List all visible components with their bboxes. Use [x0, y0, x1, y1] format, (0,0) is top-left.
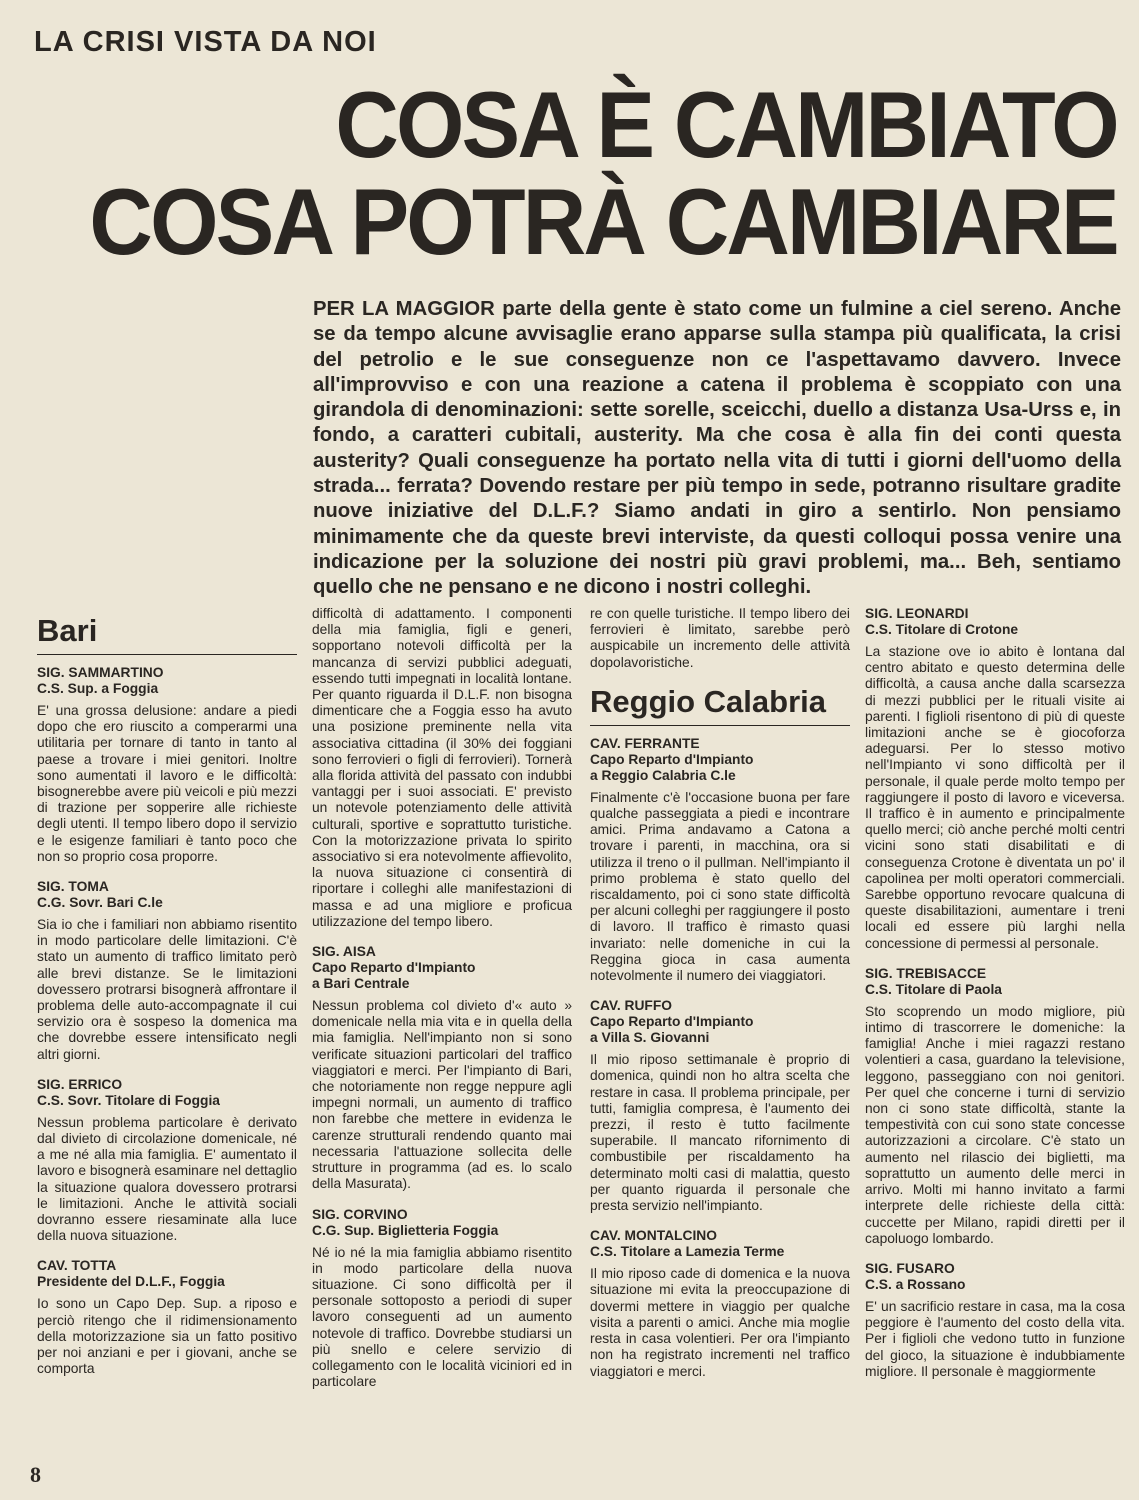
intro-text: parte della gente è stato come un fulmine a ciel sereno. Anche se da tempo alcune avvisaglie erano apparse sulla stampa più qualificata, la crisi del petrolio e le sue conseguenze non ce l'aspettavamo davvero. Invece all'improvviso e con una reazione a catena il problema è scoppiato con una girandola di denominazioni: sette sorelle, sceicchi, duello a distanza Usa-Urss e, in fondo, a caratteri cubitali, austerity. Ma che cosa è alla fin dei conti questa austerity? Quali conseguenze ha portato nella vita di tutti i giorni dell'uomo della strada... ferrata? Dovendo restare per più tempo in sede, potranno risultare gradite nuove iniziative del D.L.F.? Siamo andati in giro a sentirlo. Non pensiamo minimamente che da queste brevi interviste, da questi colloqui possa venire una indicazione per la soluzione dei nostri più gravi problemi, ma... Beh, sentiamo quello che ne pensano e ne dicono i nostri colleghi. [313, 298, 1121, 599]
interviewee-name: SIG. CORVINO [312, 1206, 408, 1222]
column-2 [312, 606, 572, 1404]
headline-line-2: COSA POTRÀ CAMBIARE [89, 169, 1117, 274]
interviewee-name: CAV. RUFFO [590, 998, 673, 1014]
interview-text: Io sono un Capo Dep. Sup. a riposo e perciò ritengo che il ridimensionamento della motorizzazione sia un fatto positivo per noi anziani e per i giovani, anche se comporta [37, 1296, 297, 1377]
interviewee-role-line-2: a Reggio Calabria C.le [590, 767, 736, 783]
interview-text: Né io né la mia famiglia abbiamo risentito in modo particolare della nuova situazione. Ci sono difficoltà per il personale sottoposto a periodi di super lavoro conseguenti ad un aumento notevole di traffico. Dovrebbe studiarsi un più snello e celere servizio di collegamento con le località viciniori ed in particolare [312, 1244, 572, 1390]
headline-line-1: COSA È CAMBIATO [335, 72, 1117, 177]
interviewee-name: SIG. TREBISACCE [865, 965, 987, 981]
intro-lead: PER LA MAGGIOR [313, 298, 495, 320]
interview-text: Sia io che i familiari non abbiamo risentito in modo particolare delle limitazioni. C'è stato un aumento di traffico limitato però alle brevi distanze. Se le limitazioni dovessero protrarsi bisognerà affrontare il problema delle auto-accompagnate il cui servizio ora è sospeso la domenica ma che dovrebbe essere intensificato negli altri giorni. [37, 917, 297, 1062]
interview-text: Il mio riposo settimanale è proprio di domenica, quindi non ho altra scelta che restare in casa. Il problema principale, per tutti, famiglia compresa, è l'aumento dei prezzi, il resto è tutto facilmente superabile. Il mancato rifornimento di combustibile per riscaldamento ha determinato molti casi di malattia, questo per quanto riguarda il personale che presta servizio nell'impianto. [590, 1052, 850, 1214]
interviewee-name: SIG. TOMA [37, 879, 109, 895]
page-number: 8 [30, 1462, 41, 1487]
interview-text: Nessun problema col divieto d'« auto » domenicale nella mia vita e in quella della mia famiglia. Nell'impianto non si sono verificate situazioni particolari del traffico viaggiatori e merci. Per l'impianto di Bari, che notoriamente non regge neppure agli impegni normali, un aumento di traffico non farebbe che mettere in evidenza le carenze strutturali rendendo quanto mai necessaria l'attuazione sollecita delle strutture in programma (ad es. lo scalo della Masurata). [312, 998, 572, 1192]
interviewee-role-line-1: Capo Reparto d'Impianto [312, 960, 476, 976]
interview-text-continued: re con quelle turistiche. Il tempo libero dei ferrovieri è limitato, sarebbe però auspicabile un incremento delle attività dopolavoristiche. [590, 606, 850, 670]
interviewee-role-line-1: Capo Reparto d'Impianto [590, 1014, 754, 1030]
interviewee-role-line-1: Capo Reparto d'Impianto [590, 751, 754, 767]
column-4 [865, 606, 1125, 1394]
interviewee-role: C.G. Sovr. Bari C.le [37, 895, 163, 911]
intro-paragraph [313, 297, 1121, 601]
interview-text: Finalmente c'è l'occasione buona per fare qualche passeggiata a piedi e incontrare amici. Prima andavamo a Catona a trovare i parenti, in macchina, ora si utilizza il treno o il pullman. Nell'impianto il primo problema è stato quello del riscaldamento, poi ci sono state difficoltà per alcuni colleghi per raggiungere il posto di lavoro. Il traffico è rimasto quasi invariato: nelle domeniche in cui la Reggina gioca in casa aumenta notevolmente il numero dei viaggiatori. [590, 789, 850, 984]
interviewee-role-line-2: a Villa S. Giovanni [590, 1030, 710, 1046]
interviewee-role: C.S. Sup. a Foggia [37, 681, 159, 696]
section-heading-reggio-calabria: Reggio Calabria [590, 685, 850, 726]
interviewee-name: SIG. ERRICO [37, 1076, 123, 1092]
interview-text-continued: difficoltà di adattamento. I componenti della mia famiglia, figli e generi, sopportano notevoli difficoltà per la mancanza di servizi pubblici adeguati, essendo tutti impegnati in località lontane. Per quanto riguarda il D.L.F. non bisogna dimenticare che a Foggia esso ha avuto una posizione preminente nella vita associativa cittadina (il 30% dei foggiani sono ferrovieri o figli di ferrovieri). Tornerà alla florida attività del passato con indubbi vantaggi per i suoi associati. E' previsto un notevole potenziamento delle attività culturali, sportive e soprattutto turistiche. Con la motorizzazione privata lo spirito associativo si era notevolmente affievolito, la nuova situazione ci consentirà di riportare i colleghi alle manifestazioni di massa e ad una migliore e proficua utilizzazione del tempo libero. [312, 606, 572, 929]
interview-text: E' un sacrificio restare in casa, ma la cosa peggiore è l'aumento del costo della vita. Per i figlioli che vedono tutto in funzione del gioco, la situazione è indubbiamente migliore. Il personale è maggiormente [865, 1298, 1125, 1379]
column-3 [590, 606, 850, 1394]
interview-text: Sto scoprendo un modo migliore, più intimo di trascorrere le domeniche: la famiglia! Anche i miei ragazzi restano volentieri a casa, guardano la televisione, leggono, passeggiano con noi genitori. Per quel che concerne i turni di servizio non ci sono state difficoltà, stante la tempestività con cui sono state concesse autorizzazioni a circolare. C'è stato un aumento nel rilascio dei biglietti, ma soprattutto un aumento delle merci in arrivo. Molti mi hanno invitato a farmi interprete delle richieste della città: cuccette per Milano, rapidi diretti per il capoluogo lombardo. [865, 1003, 1125, 1246]
interviewee-name: CAV. TOTTA [37, 1258, 117, 1274]
interviewee-role: C.S. Sovr. Titolare di Foggia [37, 1092, 220, 1108]
section-heading-bari: Bari [37, 614, 297, 655]
interviewee-name: CAV. MONTALCINO [590, 1228, 717, 1244]
interviewee-name: SIG. FUSARO [865, 1260, 955, 1276]
interviewee-role: C.G. Sup. Biglietteria Foggia [312, 1222, 499, 1238]
kicker: LA CRISI VISTA DA NOI [34, 26, 377, 58]
interviewee-role: Presidente del D.L.F., Foggia [37, 1274, 225, 1290]
interview-text: Il mio riposo cade di domenica e la nuova situazione mi evita la preoccupazione di dovermi mettere in viaggio per qualche visita a parenti o amici. Anche mia moglie resta in casa volentieri. Per ora l'impianto non ha registrato incrementi nel traffico viaggiatori e merci. [590, 1266, 850, 1379]
interview-text: Nessun problema particolare è derivato dal divieto di circolazione domenicale, né a me né alla mia famiglia. E' aumentato il lavoro e bisognerà esaminare nel dettaglio la situazione qualora dovessero protrarsi le limitazioni. Anche le attività sociali dovranno essere riesaminate alla luce della nuova situazione. [37, 1114, 298, 1244]
interview-text: E' una grossa delusione: andare a piedi dopo che ero riuscito a comperarmi una utilitaria per tornare di tanto in tanto al paese a trovare i miei genitori. Inoltre sono aumentati il lavoro e le difficoltà: bisognerebbe avere più veicoli e più mezzi di trazione per sopperire alle richieste degli utenti. Il tempo libero dopo il servizio e le esigenze familiari è tanto poco che non so proprio cosa proporre. [37, 703, 297, 864]
interviewee-role: C.S. Titolare di Paola [865, 981, 1002, 997]
interviewee-name: SIG. AISA [312, 944, 376, 960]
column-1 [37, 606, 297, 1392]
interview-text: La stazione ove io abito è lontana dal centro abitato e questo determina delle difficoltà, a causa anche dalla scarsezza di mezzi pubblici per le rituali visite ai parenti. I figlioli risentono di più di queste limitazioni anche se è giocoforza adeguarsi. Per lo stesso motivo nell'Impianto vi sono difficoltà per il personale, il quale perde molto tempo per raggiungere il posto di lavoro e viceversa. Il traffico è in aumento e principalmente quello merci; ciò anche perché molti centri vicini sono stati disabilitati e di conseguenza Crotone è diventata un po' il capolinea per molti operatori commerciali. Sarebbe opportuno revocare qualcuna di queste disabilitazioni, aumentare i treni locali ed essere più larghi nella concessione di permessi al personale. [865, 644, 1125, 951]
interviewee-name: SIG. SAMMARTINO [37, 665, 164, 680]
interviewee-role: C.S. a Rossano [865, 1276, 966, 1292]
interviewee-name: SIG. LEONARDI [865, 606, 969, 621]
interviewee-name: CAV. FERRANTE [590, 735, 700, 751]
interviewee-role-line-2: a Bari Centrale [312, 976, 410, 992]
interviewee-role: C.S. Titolare di Crotone [865, 622, 1019, 637]
interviewee-role: C.S. Titolare a Lamezia Terme [590, 1244, 785, 1260]
